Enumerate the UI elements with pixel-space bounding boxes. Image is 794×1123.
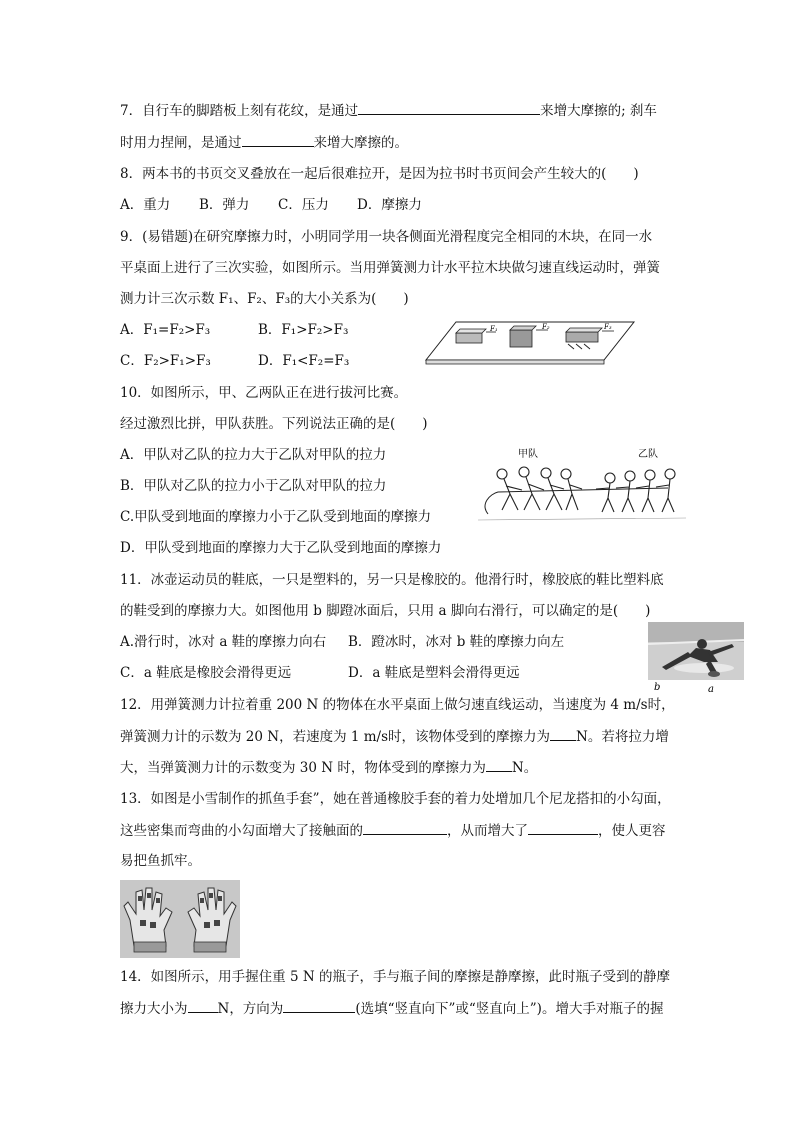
friction-blocks-figure xyxy=(424,318,636,366)
label-f1: F₁ xyxy=(490,325,498,333)
q11-option-c[interactable]: C．a 鞋底是橡胶会滑得更远 xyxy=(120,665,292,681)
label-b: b xyxy=(654,682,661,693)
label-f2: F₂ xyxy=(542,323,550,331)
fishing-gloves-photo xyxy=(120,880,240,958)
q10-option-b[interactable]: B．甲队对乙队的拉力小于乙队对甲队的拉力 xyxy=(120,478,387,494)
q8-option-d[interactable]: D．摩擦力 xyxy=(357,197,422,213)
label-team-yi: 乙队 xyxy=(638,449,658,460)
q10-option-a[interactable]: A．甲队对乙队的拉力大于乙队对甲队的拉力 xyxy=(120,447,387,463)
q14-line1: 14．如图所示，用手握住重 5 N 的瓶子，手与瓶子间的摩擦是静摩擦，此时瓶子受到的静摩 xyxy=(120,969,670,985)
q7-blank-2[interactable] xyxy=(242,132,314,147)
q7-line1: 7．自行车的脚踏板上刻有花纹，是通过 来增大摩擦的; 刹车 xyxy=(120,100,657,121)
q9-option-d[interactable]: D．F₁<F₂=F₃ xyxy=(258,353,350,369)
q12-blank-2[interactable] xyxy=(486,757,512,772)
q11-option-b[interactable]: B．蹬冰时，冰对 b 鞋的摩擦力向左 xyxy=(348,634,565,650)
q9-line3: 测力计三次示数 F₁、F₂、F₃的大小关系为( ) xyxy=(120,291,409,307)
q10-option-d[interactable]: D．甲队受到地面的摩擦力大于乙队受到地面的摩擦力 xyxy=(120,540,442,556)
q7-blank-1[interactable] xyxy=(358,100,540,115)
q9-option-c[interactable]: C．F₂>F₁>F₃ xyxy=(120,353,211,369)
q8-stem: 8．两本书的书页交叉叠放在一起后很难拉开，是因为拉书时书页间会产生较大的( ) xyxy=(120,166,639,182)
q12-line2: 弹簧测力计的示数为 20 N，若速度为 1 m/s时，该物体受到的摩擦力为 N。若将拉力增 xyxy=(120,726,669,747)
q12-blank-1[interactable] xyxy=(550,726,576,741)
label-team-jia: 甲队 xyxy=(518,449,538,460)
q7-line2: 时用力捏闸，是通过 来增大摩擦的。 xyxy=(120,132,408,153)
q13-line3: 易把鱼抓牢。 xyxy=(120,853,201,869)
q9-line1: 9．(易错题)在研究摩擦力时，小明同学用一块各侧面光滑程度完全相同的木块，在同一水 xyxy=(120,229,653,245)
q14-line2: 擦力大小为 N，方向为 (选填“竖直向下”或“竖直向上”)。增大手对瓶子的握 xyxy=(120,998,663,1019)
q14-blank-2[interactable] xyxy=(283,998,355,1013)
q13-line2: 这些密集而弯曲的小勾面增大了接触面的 ，从而增大了 ，使人更容 xyxy=(120,820,666,841)
q11-line1: 11．冰壶运动员的鞋底，一只是塑料的，另一只是橡胶的。他滑行时，橡胶底的鞋比塑料底 xyxy=(120,572,664,588)
q8-option-b[interactable]: B．弹力 xyxy=(199,197,250,213)
q10-line1: 10．如图所示，甲、乙两队正在进行拔河比赛。 xyxy=(120,385,408,401)
q10-line2: 经过激烈比拼，甲队获胜。下列说法正确的是( ) xyxy=(120,416,428,432)
q8-option-c[interactable]: C．压力 xyxy=(278,197,329,213)
q11-option-a[interactable]: A.滑行时，冰对 a 鞋的摩擦力向右 xyxy=(120,634,327,650)
q13-line1: 13．如图是小雪制作的抓鱼手套”，她在普通橡胶手套的着力处增加几个尼龙搭扣的小勾面， xyxy=(120,791,671,807)
curling-photo xyxy=(648,622,744,694)
q11-line2: 的鞋受到的摩擦力大。如图他用 b 脚蹬冰面后，只用 a 脚向右滑行，可以确定的是( ) xyxy=(120,603,651,619)
q9-line2: 平桌面上进行了三次实验，如图所示。当用弹簧测力计水平拉木块做匀速直线运动时，弹簧 xyxy=(120,260,660,276)
q12-line1: 12．用弹簧测力计拉着重 200 N 的物体在水平桌面上做匀速直线运动，当速度为 4 m/s时， xyxy=(120,697,675,713)
q9-option-a[interactable]: A．F₁=F₂>F₃ xyxy=(120,322,211,338)
q14-blank-1[interactable] xyxy=(188,998,218,1013)
q13-blank-1[interactable] xyxy=(363,820,447,835)
label-a: a xyxy=(708,684,714,694)
q10-option-c[interactable]: C.甲队受到地面的摩擦力小于乙队受到地面的摩擦力 xyxy=(120,509,432,525)
label-f3: F₃ xyxy=(604,323,612,331)
q13-blank-2[interactable] xyxy=(528,820,598,835)
q9-option-b[interactable]: B．F₁>F₂>F₃ xyxy=(258,322,349,338)
q11-option-d[interactable]: D．a 鞋底是塑料会滑得更远 xyxy=(348,665,520,681)
q12-line3: 大，当弹簧测力计的示数变为 30 N 时，物体受到的摩擦力为 N。 xyxy=(120,757,537,778)
q8-option-a[interactable]: A．重力 xyxy=(120,197,171,213)
tug-of-war-figure xyxy=(478,442,686,524)
